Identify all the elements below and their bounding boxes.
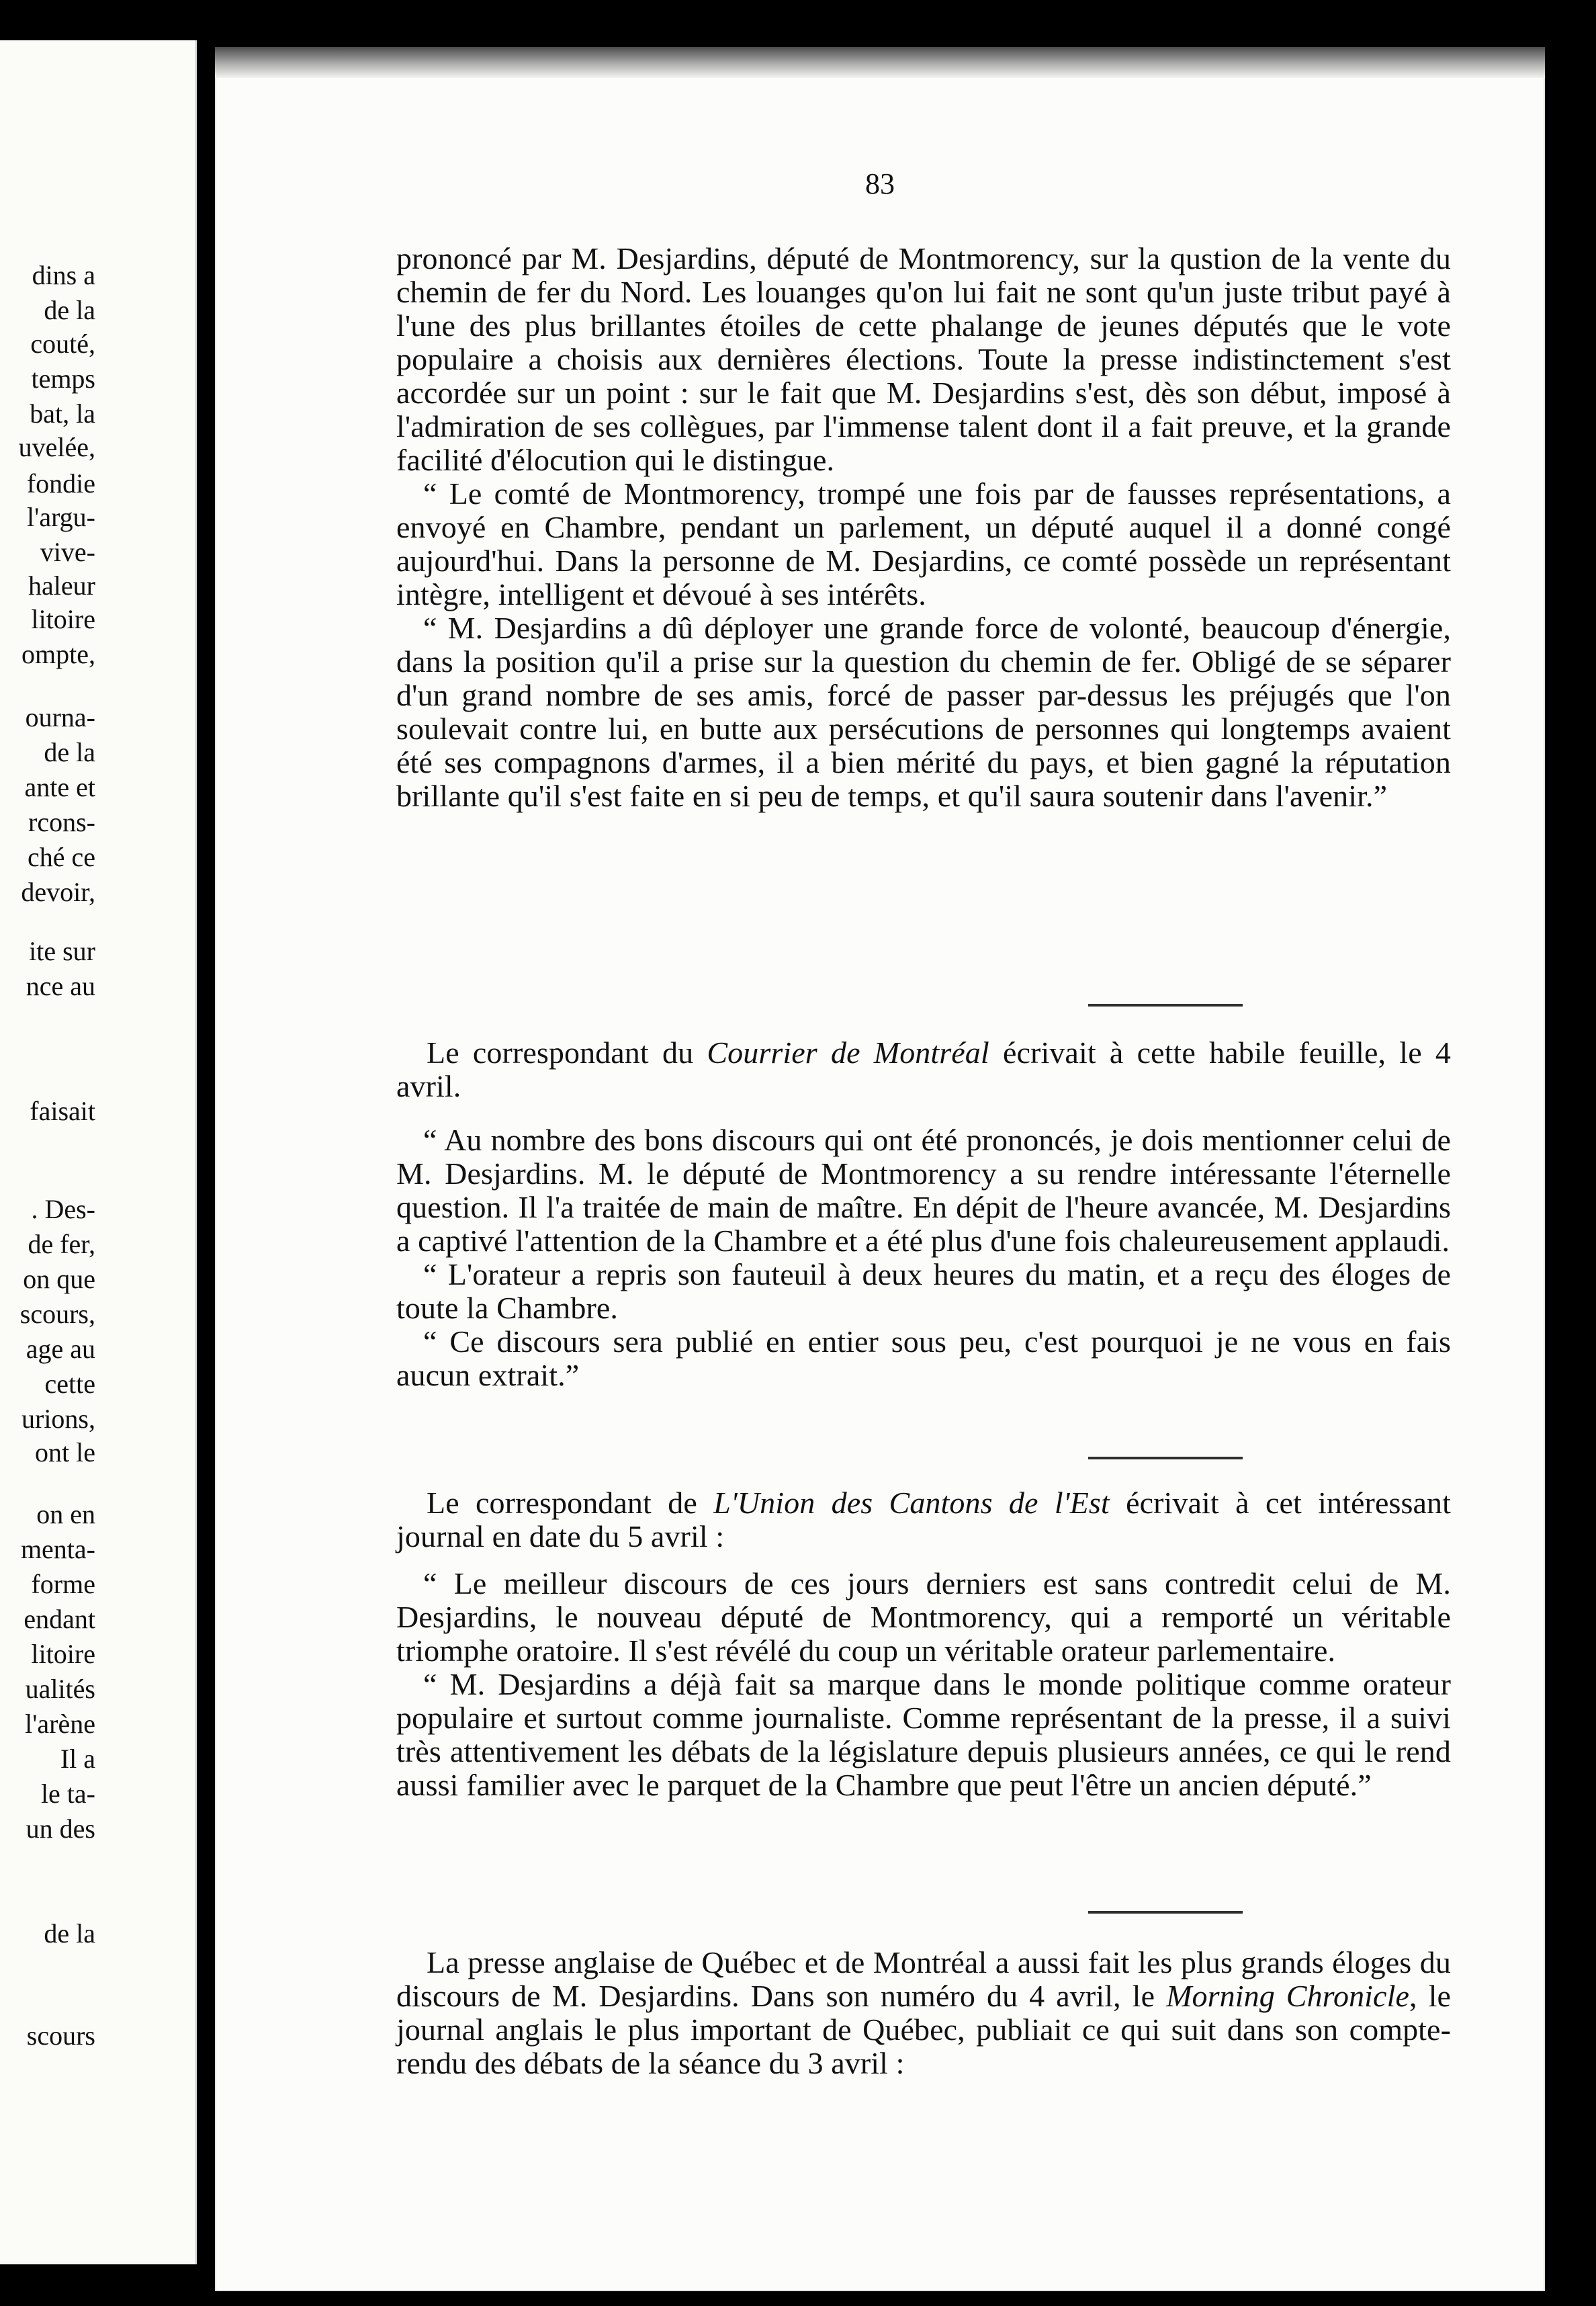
intro-2-after: écrivait à cette habile feuille, le 4 avril. xyxy=(396,1035,1452,1103)
left-page-text-line: ite sur xyxy=(29,936,95,966)
right-page xyxy=(215,47,1545,2291)
intro-paragraph-2 xyxy=(396,1036,1451,1103)
paragraph-2: “ Le comté de Montmorency, trompé une fois par de fausses représentations, a envoyé en Chambre, pendant un parlement, un député auquel il a donné congé aujourd'hui. Dans la personne de M. Desjardins, ce comté possède un représentant intègre, intelligent et dévoué à ses intérêts. xyxy=(396,476,1451,611)
intro-4-before: La presse anglaise de Québec et de Montréal a aussi fait les plus grands éloges du discours de M. Desjardins. Dans son numéro du 4 avril, le xyxy=(396,1945,1451,2013)
left-page-text-line: age au xyxy=(26,1334,95,1364)
intro-3-before: Le correspondant de xyxy=(427,1486,714,1520)
left-page-text-line: ont le xyxy=(35,1437,95,1467)
left-page-text-line: urions, xyxy=(21,1404,95,1434)
paragraph-1: prononcé par M. Desjardins, député de Montmorency, sur la qustion de la vente du chemin de fer du Nord. Les louanges qu'on lui fait ne sont qu'un juste tribut payé à l'une des plus brillantes étoiles de cette phalange de jeunes députés que le vote populaire a choisis aux dernières élections. Toute la presse indistinctement s'est accordée sur un point : sur le fait que M. Desjardins s'est, dès son début, imposé à l'admiration de ses collègues, par l'immense talent dont il a fait preuve, et la grande facilité d'élocution qui le distingue. xyxy=(396,241,1451,477)
intro-2-before: Le correspondant du xyxy=(427,1035,707,1070)
paragraph-4: “ Au nombre des bons discours qui ont été prononcés, je dois mentionner celui de M. Desjardins. M. le député de Montmorency a su rendre intéressante l'éternelle question. Il l'a traitée de main de maître. En dépit de l'heure avancée, M. Desjardins a captivé l'attention de la Chambre et a été plus d'une fois chaleureusement applaudi. xyxy=(396,1123,1451,1258)
paragraph-8: “ M. Desjardins a déjà fait sa marque dans le monde politique comme orateur populaire et surtout comme journaliste. Comme représentant de la presse, il a suivi très attentivement les débats de la législature depuis plusieurs années, ce qui le rend aussi familier avec le parquet de la Chambre que peut l'être un ancien député.” xyxy=(396,1667,1451,1802)
intro-4-italic: Morning Chronicle xyxy=(1166,1979,1409,2013)
left-page-text-line: couté, xyxy=(30,329,95,359)
left-page-text-line: on en xyxy=(36,1499,95,1529)
intro-3-italic: L'Union des Cantons de l'Est xyxy=(713,1486,1110,1520)
left-page-text-line: bat, la xyxy=(30,398,95,429)
left-page-text-line: l'arène xyxy=(25,1709,95,1739)
page-number: 83 xyxy=(865,167,895,200)
left-page-text-line: uvelée, xyxy=(18,432,95,462)
intro-paragraph-3 xyxy=(396,1486,1451,1553)
left-page-text-line: on que xyxy=(23,1264,95,1294)
paragraph-3: “ M. Desjardins a dû déployer une grande force de volonté, beaucoup d'énergie, dans la position qu'il a prise sur la question du chemin de fer. Obligé de se séparer d'un grand nombre de ses amis, forcé de passer par-dessus les préjugés que l'on soulevait contre lui, en butte aux persécutions de personnes qui longtemps avaient été ses compagnons d'armes, il a bien mérité du pays, et bien gagné la réputation brillante qu'il s'est faite en si peu de temps, et qu'il saura soutenir dans l'avenir.” xyxy=(396,611,1451,813)
left-page-text-line: un des xyxy=(26,1813,95,1844)
left-page-text-line: nce au xyxy=(26,971,95,1001)
page-top-shadow xyxy=(215,47,1545,78)
left-page xyxy=(0,40,197,2264)
paragraph-5: “ L'orateur a repris son fauteuil à deux heures du matin, et a reçu des éloges de toute la Chambre. xyxy=(396,1257,1451,1325)
left-page-text-line: litoire xyxy=(31,604,95,634)
left-page-text-line: endant xyxy=(24,1604,95,1634)
paragraph-7: “ Le meilleur discours de ces jours derniers est sans contredit celui de M. Desjardins, le nouveau député de Montmorency, qui a remporté un véritable triomphe oratoire. Il s'est révélé du coup un véritable orateur parlementaire. xyxy=(396,1566,1451,1668)
left-page-text-line: ompte, xyxy=(21,639,95,669)
left-page-text-line: scours, xyxy=(19,1299,95,1329)
text-section-4 xyxy=(396,1946,1451,2080)
left-page-text-line: Il a xyxy=(60,1744,95,1774)
left-page-text-line: forme xyxy=(31,1569,95,1599)
intro-2-italic: Courrier de Montréal xyxy=(707,1035,989,1070)
left-page-text-line: cette xyxy=(44,1369,95,1399)
text-section-2 xyxy=(396,1036,1451,1392)
left-page-text-line: ualités xyxy=(25,1674,95,1704)
left-page-text-line: ante et xyxy=(24,772,95,802)
left-page-text-line: menta- xyxy=(20,1534,95,1564)
left-page-text-line: scours xyxy=(26,2020,95,2051)
intro-4-after: , le journal anglais le plus important de Québec, publiait ce qui suit dans son compte-rendu des débats de la séance du 3 avril : xyxy=(396,1979,1451,2080)
left-page-text-line: . Des- xyxy=(31,1194,95,1224)
text-section-1 xyxy=(396,242,1451,813)
left-page-text-line: l'argu- xyxy=(27,502,95,532)
left-page-text-line: faisait xyxy=(30,1096,95,1126)
left-page-text-line: vive- xyxy=(40,537,95,567)
section-rule-2 xyxy=(1088,1457,1243,1459)
left-page-text-line: litoire xyxy=(31,1639,95,1669)
left-page-text-line: de fer, xyxy=(28,1229,95,1259)
intro-3-after: écrivait à cet intéressant journal en date du 5 avril : xyxy=(396,1486,1451,1553)
paragraph-6: “ Ce discours sera publié en entier sous peu, c'est pourquoi je ne vous en fais aucun extrait.” xyxy=(396,1324,1451,1392)
section-rule-1 xyxy=(1088,1004,1243,1007)
left-page-text-line: de la xyxy=(44,1918,95,1949)
left-page-text-line: rcons- xyxy=(28,807,95,837)
left-page-text-line: de la xyxy=(44,295,95,325)
left-page-text-line: temps xyxy=(31,364,95,394)
left-page-text-line: devoir, xyxy=(21,877,95,907)
text-section-3 xyxy=(396,1486,1451,1802)
section-rule-3 xyxy=(1088,1911,1243,1914)
left-page-text-line: de la xyxy=(44,737,95,767)
left-page-text-line: ché ce xyxy=(27,842,95,872)
intro-paragraph-4 xyxy=(396,1946,1451,2080)
left-page-text-line: haleur xyxy=(28,570,95,601)
left-page-text-line: ourna- xyxy=(25,702,95,732)
left-page-text-line: fondie xyxy=(26,468,95,499)
left-page-text-line: dins a xyxy=(32,260,95,290)
left-page-text-line: le ta- xyxy=(40,1779,95,1809)
